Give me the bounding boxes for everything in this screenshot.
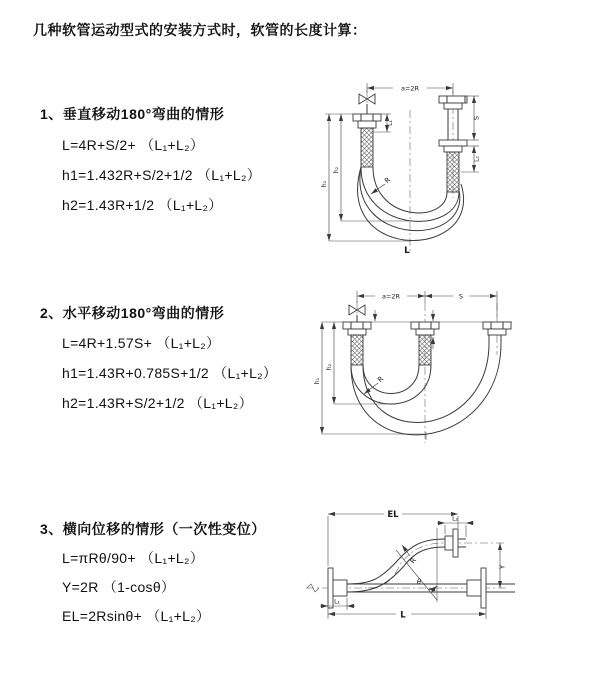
left-flange bbox=[353, 114, 381, 128]
dim-label-s: S bbox=[458, 292, 464, 301]
dim-label-el: EL bbox=[387, 510, 399, 520]
right-flange-lower bbox=[439, 140, 467, 152]
section1-formula-h2: h2=1.43R+1/2 （L₁+L₂） bbox=[62, 197, 223, 213]
hose-curve bbox=[347, 547, 445, 592]
section3-formula-y: Y=2R （1-cosθ） bbox=[62, 579, 176, 595]
dim-label-r: R bbox=[383, 175, 393, 186]
section2-formula-l: L=4R+1.57S+ （L₁+L₂） bbox=[62, 335, 221, 351]
dim-label-theta: θ bbox=[416, 578, 422, 586]
braided-hose-right bbox=[447, 152, 459, 192]
right-flange-upper bbox=[445, 529, 466, 557]
right-flange-upper bbox=[439, 96, 467, 109]
dim-label-l1: L₁ bbox=[387, 120, 394, 126]
section1-formula-l: L=4R+S/2+ （L₁+L₂） bbox=[62, 137, 205, 153]
dim-label-l2: L₂ bbox=[452, 515, 458, 523]
dim-label-h2: h₂ bbox=[333, 166, 340, 174]
dim-label-h1: h₁ bbox=[321, 180, 328, 188]
hose-centerline bbox=[368, 543, 445, 588]
radius-leader bbox=[364, 383, 378, 394]
dim-label-r: R bbox=[408, 556, 419, 566]
radius-leader bbox=[371, 184, 385, 194]
diagram-horizontal-180-bend bbox=[312, 283, 592, 453]
diagram1-svg bbox=[315, 72, 575, 257]
page-title: 几种软管运动型式的安装方式时，软管的长度计算： bbox=[33, 22, 367, 38]
section1-heading: 1、垂直移动180°弯曲的情形 bbox=[40, 106, 225, 122]
dim-label-l1: L₁ bbox=[334, 598, 340, 606]
braided-hose-middle bbox=[419, 335, 431, 365]
diagram2-svg bbox=[312, 283, 592, 453]
section3-formula-l: L=πRθ/90+ （L₁+L₂） bbox=[62, 550, 205, 566]
braided-hose-left bbox=[361, 128, 373, 167]
section3-formula-el: EL=2Rsinθ+ （L₁+L₂） bbox=[62, 608, 211, 624]
section1-formula-h1: h1=1.432R+S/2+1/2 （L₁+L₂） bbox=[62, 167, 262, 183]
braided-hose-left bbox=[351, 335, 363, 365]
dim-label-h1: h₁ bbox=[314, 377, 321, 385]
dim-label-a2r: a=2R bbox=[381, 292, 401, 301]
section3-heading: 3、横向位移的情形（一次性变位） bbox=[40, 521, 266, 537]
dim-label-l2: L₂ bbox=[473, 156, 481, 162]
dim-label-y: Y bbox=[498, 564, 507, 570]
diagram-vertical-180-bend bbox=[315, 72, 575, 257]
dim-label-r: R bbox=[376, 374, 386, 385]
dim-label-l: L bbox=[400, 610, 406, 621]
hose-curve bbox=[347, 539, 445, 584]
dim-label-h2: h₂ bbox=[326, 363, 333, 371]
section2-formula-h1: h1=1.43R+0.785S+1/2 （L₁+L₂） bbox=[62, 365, 278, 381]
middle-flange bbox=[411, 322, 439, 335]
dim-label-s: S bbox=[472, 115, 481, 121]
section2-formula-h2: h2=1.43R+S/2+1/2 （L₁+L₂） bbox=[62, 395, 253, 411]
diagram3-svg bbox=[298, 500, 590, 640]
diagram-lateral-displacement bbox=[298, 500, 590, 640]
hose-curve bbox=[363, 365, 419, 394]
dim-label-l: L bbox=[404, 246, 410, 256]
theta-arc bbox=[428, 586, 437, 589]
dim-label-a2r: a=2R bbox=[400, 84, 420, 93]
left-flange bbox=[343, 322, 371, 335]
section2-heading: 2、水平移动180°弯曲的情形 bbox=[40, 305, 225, 321]
